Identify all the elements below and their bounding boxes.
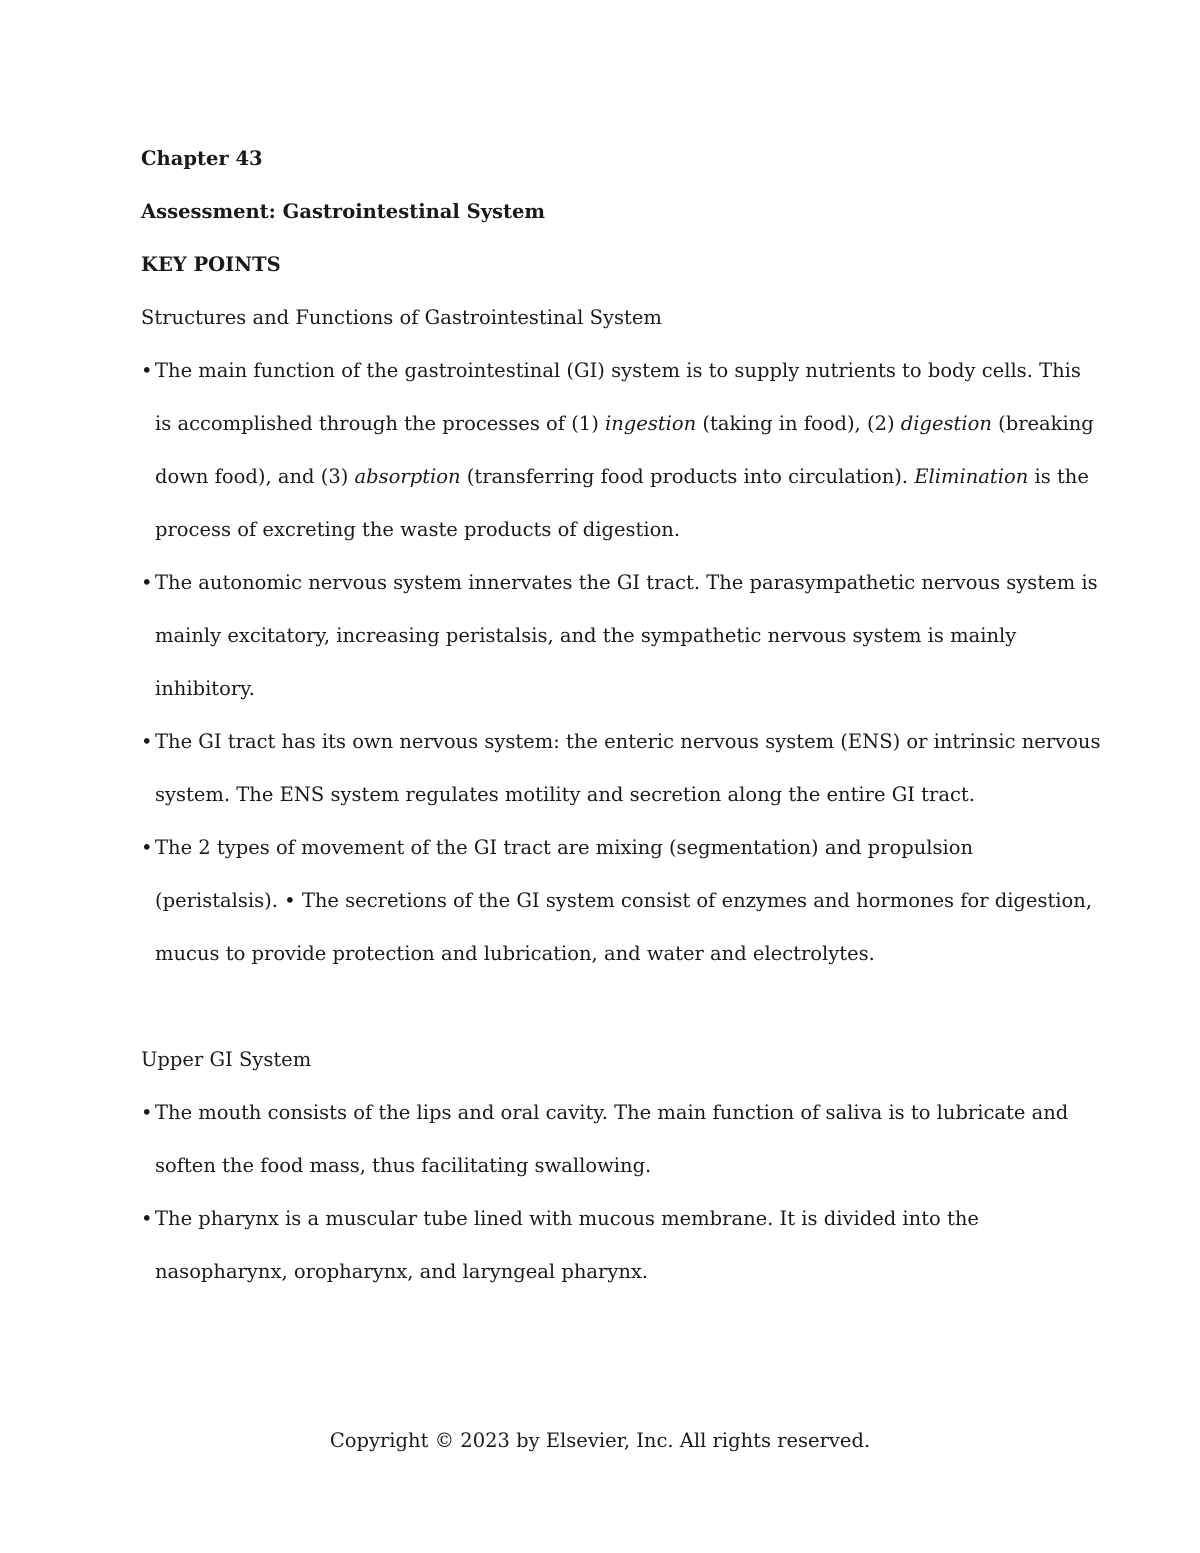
- text-segment: (breaking: [991, 412, 1094, 435]
- text-segment: down food), and (3): [155, 465, 355, 488]
- bullet-line: [141, 1192, 1061, 1245]
- bullet-line: [141, 397, 1094, 450]
- text-segment: soften the food mass, thus facilitating swallowing.: [155, 1154, 652, 1177]
- text-segment: inhibitory.: [155, 677, 255, 700]
- bullet-list: [141, 1086, 1069, 1298]
- section-upper-gi: [141, 1033, 1069, 1298]
- bullet-item: [141, 1086, 1069, 1192]
- text-segment: system. The ENS system regulates motility and secretion along the entire GI tract.: [155, 783, 975, 806]
- bullet-line: [141, 662, 1061, 715]
- bullet-item: [141, 715, 1101, 821]
- bullet-item: [141, 344, 1094, 556]
- bullet-line: [141, 450, 1089, 503]
- bullet-list: [141, 344, 1101, 980]
- bullet-symbol: •: [141, 359, 153, 382]
- bullet-item: [141, 556, 1098, 715]
- text-segment: The 2 types of movement of the GI tract are mixing (segmentation) and propulsion: [155, 836, 974, 859]
- italic-term: absorption: [354, 465, 461, 488]
- bullet-line: [141, 556, 1098, 609]
- text-segment: (peristalsis). • The secretions of the GI system consist of enzymes and hormones for digestion,: [155, 889, 1093, 912]
- text-segment: The main function of the gastrointestinal (GI) system is to supply nutrients to body cells. This: [155, 359, 1081, 382]
- bullet-line: [141, 927, 1061, 980]
- bullet-line: [141, 874, 1093, 927]
- bullet-item: [141, 1192, 1061, 1298]
- bullet-item: [141, 821, 1093, 980]
- italic-term: Elimination: [914, 465, 1029, 488]
- bullet-line: [141, 344, 1081, 397]
- section-heading: Upper GI System: [141, 1048, 312, 1071]
- bullet-line: [141, 1086, 1069, 1139]
- text-segment: (taking in food), (2): [696, 412, 901, 435]
- text-segment: mucus to provide protection and lubrication, and water and electrolytes.: [155, 942, 875, 965]
- italic-term: digestion: [900, 412, 992, 435]
- bullet-line: [141, 503, 1061, 556]
- text-segment: is accomplished through the processes of (1): [155, 412, 606, 435]
- bullet-line: [141, 1245, 1061, 1298]
- text-segment: mainly excitatory, increasing peristalsis, and the sympathetic nervous system is mainly: [155, 624, 1017, 647]
- chapter-number: Chapter 43: [141, 147, 263, 170]
- text-segment: nasopharynx, oropharynx, and laryngeal pharynx.: [155, 1260, 649, 1283]
- text-segment: The autonomic nervous system innervates the GI tract. The parasympathetic nervous system is: [155, 571, 1098, 594]
- text-segment: The mouth consists of the lips and oral cavity. The main function of saliva is to lubricate and: [155, 1101, 1069, 1124]
- text-segment: (transferring food products into circulation).: [460, 465, 915, 488]
- bullet-line: [141, 1139, 1061, 1192]
- bullet-symbol: •: [141, 1101, 153, 1124]
- text-segment: The GI tract has its own nervous system: the enteric nervous system (ENS) or intrinsic nervous: [155, 730, 1101, 753]
- bullet-line: [141, 715, 1101, 768]
- key-points-heading: KEY POINTS: [141, 253, 281, 276]
- text-segment: process of excreting the waste products of digestion.: [155, 518, 681, 541]
- bullet-symbol: •: [141, 836, 153, 859]
- copyright-footer: Copyright © 2023 by Elsevier, Inc. All rights reserved.: [329, 1429, 871, 1452]
- bullet-symbol: •: [141, 1207, 153, 1230]
- section-structures-functions: [141, 291, 1101, 980]
- bullet-symbol: •: [141, 730, 153, 753]
- bullet-line: [141, 821, 1061, 874]
- text-segment: The pharynx is a muscular tube lined with mucous membrane. It is divided into the: [155, 1207, 979, 1230]
- section-heading: Structures and Functions of Gastrointestinal System: [141, 306, 662, 329]
- italic-term: ingestion: [605, 412, 697, 435]
- section-spacer: [141, 980, 1061, 1033]
- bullet-line: [141, 609, 1061, 662]
- chapter-title: Assessment: Gastrointestinal System: [141, 200, 546, 223]
- document-content: [141, 132, 1101, 1298]
- bullet-symbol: •: [141, 571, 153, 594]
- text-segment: is the: [1028, 465, 1089, 488]
- bullet-line: [141, 768, 1061, 821]
